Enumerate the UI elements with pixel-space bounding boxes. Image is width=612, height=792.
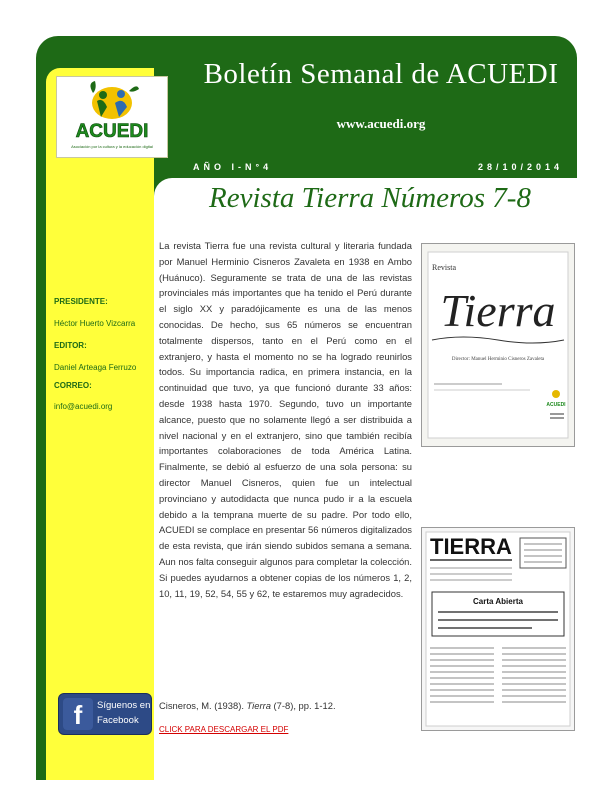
issue-date: 28/10/2014 [478, 162, 564, 172]
article-body: La revista Tierra fue una revista cultural y literaria fundada por Manuel Herminio Cisneros Zavaleta en 1938 en Ambo (Huánuco). Seguramente se trata de una de las revistas provinciales más importantes que ha tenido el Perú durante el siglo XX y paradójicamente es una de las menos conocidas. De hecho, sus 65 números se encuentran totalmente dispersos, tanto en el Perú como en el extranjero, y hasta el momento no se ha logrado reunirlos todos. Su importancia radica, en primera instancia, en la continuidad que tuvo, ya que funcionó durante 33 años: desde 1938 hasta 1970. Segundo, tuvo un importante alcance, puesto que no solamente llegó a ser distribuida a nivel nacional y en el extranjero, sino que también recibía importantes colaboraciones de toda América Latina. Finalmente, se debió al esfuerzo de una sola persona: su director Manuel Cisneros, quien fue un intelectual provinciano y autodidacta que nunca pudo ir a la escuela debido a la temprana muerte de su padre. Por todo ello, ACUEDI se complace en presentar 56 números digitalizados de esta revista, que irán siendo subidos semana a semana. Aun nos falta conseguir algunos para completar la colección. Si puedes ayudarnos a obtener copias de los números 1, 2, 10, 11, 19, 52, 54, 55 y 62, te estaremos muy agradecidos. [159, 240, 412, 599]
citation-prefix: Cisneros, M. (1938). [159, 700, 247, 711]
email-link[interactable]: info@acuedi.org [54, 402, 113, 411]
cover-graphic [422, 244, 574, 446]
page-masthead: TIERRA [430, 534, 512, 559]
article-citation [159, 700, 412, 711]
acuedi-logo [56, 76, 168, 158]
cover-title: Tierra [440, 285, 556, 336]
editor-label: EDITOR: [54, 341, 87, 350]
facebook-line2: Facebook [97, 715, 139, 726]
page-box-title: Carta Abierta [473, 597, 523, 606]
magazine-page-image [421, 527, 575, 731]
editor-name: Daniel Arteaga Ferruzo [54, 363, 137, 372]
facebook-icon: f [63, 698, 93, 730]
cover-kicker: Revista [432, 263, 456, 272]
cover-director: Director: Manuel Herminio Cisneros Zavaleta [451, 357, 545, 362]
email-label: CORREO: [54, 381, 92, 390]
magazine-cover-image [421, 243, 575, 447]
page-graphic [422, 528, 574, 730]
citation-title: Tierra [246, 700, 271, 711]
acuedi-logo-graphic [57, 77, 167, 157]
logo-name: ACUEDI [75, 121, 149, 142]
facebook-follow-button[interactable] [58, 693, 152, 735]
newsletter-title: Boletín Semanal de ACUEDI [203, 58, 559, 90]
cover-logo: ACUEDI [546, 402, 566, 408]
sidebar [46, 68, 154, 780]
article-title: Revista Tierra Números 7-8 [209, 182, 531, 214]
website-url[interactable]: www.acuedi.org [336, 116, 426, 131]
citation-suffix: (7-8), pp. 1-12. [270, 700, 336, 711]
facebook-line1: Síguenos en [97, 700, 151, 711]
download-pdf-link[interactable]: CLICK PARA DESCARGAR EL PDF [159, 725, 289, 734]
president-label: PRESIDENTE: [54, 297, 108, 306]
president-name: Héctor Huerto Vizcarra [54, 319, 136, 328]
issue-number: AÑO I-N°4 [193, 162, 273, 172]
logo-tagline: Asociación por la cultura y la educación digital [71, 144, 153, 149]
